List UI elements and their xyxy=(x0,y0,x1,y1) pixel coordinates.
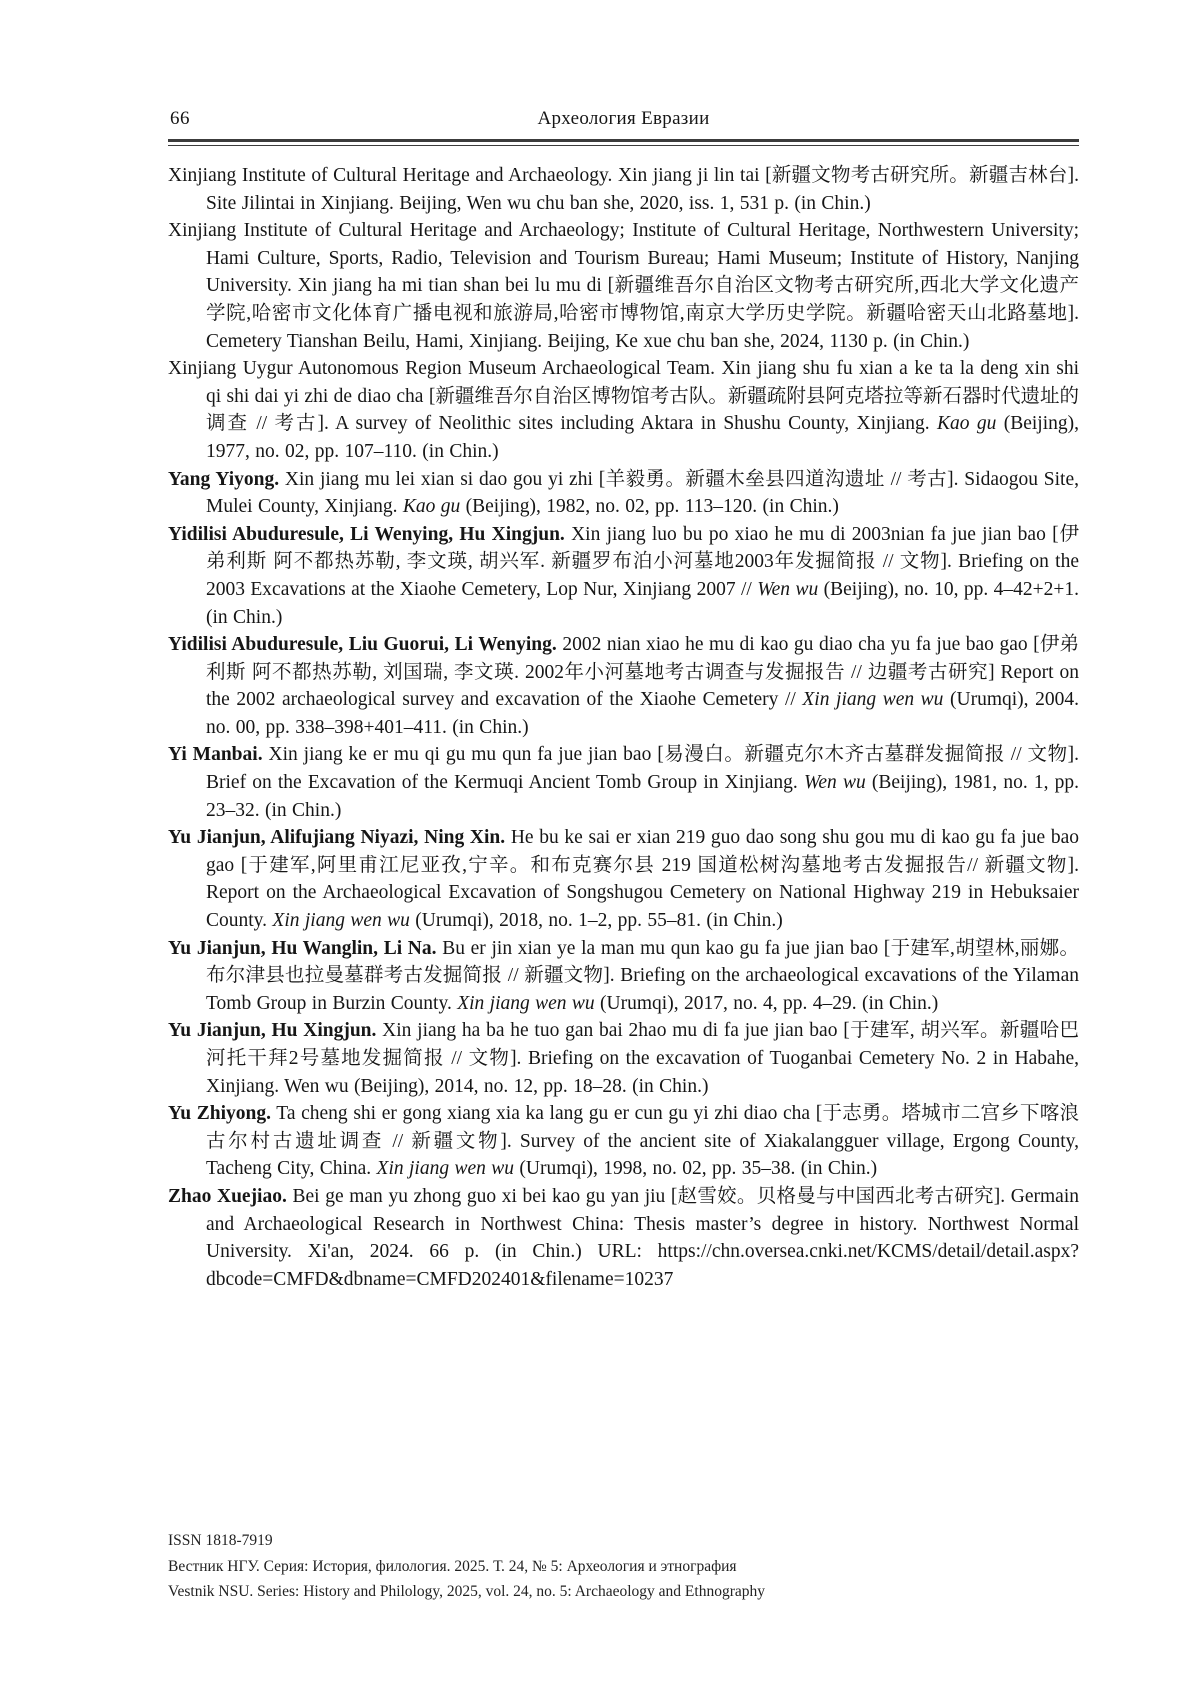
reference-text: Xinjiang Institute of Cultural Heritage and Archaeology; Institute of Cultural Heritage, Northwestern University; Hami Culture, Sports, Radio, Television and Tourism Bureau; Hami Museum; Institute of History, Nanjing University. Xin jiang ha mi tian shan bei lu mu di [新疆维吾尔自治区文物考古研究所,西北大学文化遗产学院,哈密市文化体育广播电视和旅游局,哈密市博物馆,南京大学历史学院。新疆哈密天山北路墓地]. Cemetery Tianshan Beilu, Hami, Xinjiang. Beijing, Ke xue chu ban she, 2024, 1130 p. (in Chin.) xyxy=(168,220,1079,352)
reference-authors: Yu Jianjun, Hu Xingjun. xyxy=(168,1020,377,1042)
reference-entry xyxy=(168,741,1079,824)
reference-text: He bu ke sai er xian 219 guo dao song shu gou mu di kao gu fa jue bao gao [于建军,阿里甫江尼亚孜,宁辛。和布克赛尔县 219 国道松树沟墓地考古发掘报告// 新疆文物]. Report on the Archaeological Excavation of Songshugou Cemetery on National Highway 219 in Hebuksaier County. xyxy=(206,827,1079,932)
reference-entry xyxy=(168,355,1079,465)
reference-text: Bei ge man yu zhong guo xi bei kao gu yan jiu [赵雪姣。贝格曼与中国西北考古研究]. Germain and Archaeological Research in Northwest China: Thesis master’s degree in history. Northwest Normal University. Xi'an, 2024. 66 p. (in Chin.) URL: https://chn.oversea.cnki.net/KCMS/detail/detail.aspx?dbcode=CMFD&dbname=CMFD202401&filename=10237 xyxy=(206,1185,1079,1290)
reference-authors: Yu Zhiyong. xyxy=(168,1103,272,1125)
reference-authors: Yang Yiyong. xyxy=(168,468,280,490)
reference-entry xyxy=(168,162,1079,217)
page-header xyxy=(168,108,1079,136)
journal-title: Xin jiang wen wu xyxy=(376,1158,515,1180)
reference-entry xyxy=(168,521,1079,631)
reference-text: Xin jiang ke er mu qi gu mu qun fa jue jian bao [易漫白。新疆克尔木齐古墓群发掘简报 // 文物]. Brief on the Excavation of the Kermuqi Ancient Tomb Group in Xinjiang. xyxy=(206,744,1079,794)
references-list xyxy=(168,162,1079,1293)
reference-text: (Urumqi), 2017, no. 4, pp. 4–29. (in Chin.) xyxy=(594,992,939,1014)
reference-authors: Zhao Xuejiao. xyxy=(168,1185,287,1207)
reference-entry xyxy=(168,1183,1079,1293)
journal-title: Kao gu xyxy=(936,413,997,435)
document-page xyxy=(168,0,1079,1697)
reference-text: (Beijing), 1981, no. 1, pp. 23–32. (in Chin.) xyxy=(206,772,1080,821)
footer-line-ru: Вестник НГУ. Серия: История, филология. 2025. Т. 24, № 5: Археология и этнография xyxy=(168,1557,737,1575)
reference-text: Xinjiang Institute of Cultural Heritage and Archaeology. Xin jiang ji lin tai [新疆文物考古研究所。新疆吉林台]. Site Jilintai in Xinjiang. Beijing, Wen wu chu ban she, 2020, iss. 1, 531 p. (in Chin.) xyxy=(168,165,1079,214)
journal-title: Xin jiang wen wu xyxy=(802,689,944,711)
reference-text: Xinjiang Uygur Autonomous Region Museum Archaeological Team. Xin jiang shu fu xian a ke ta la deng xin shi qi shi dai yi zhi de diao cha [新疆维吾尔自治区博物馆考古队。新疆疏附县阿克塔拉等新石器时代遗址的调查 // 考古]. A survey of Neolithic sites including Aktara in Shushu County, Xinjiang. xyxy=(168,358,1079,435)
reference-entry xyxy=(168,217,1079,355)
journal-title: Wen wu xyxy=(757,578,819,600)
reference-text: Xin jiang luo bu po xiao he mu di 2003nian fa jue jian bao [伊弟利斯 阿不都热苏勒, 李文瑛, 胡兴军. 新疆罗布泊小河墓地2003年发掘简报 // 文物]. Briefing on the 2003 Excavations at the Xiaohe Cemetery, Lop Nur, Xinjiang 2007 // xyxy=(206,523,1080,600)
page-footer xyxy=(168,1528,1079,1605)
header-rule xyxy=(168,139,1079,146)
reference-authors: Yi Manbai. xyxy=(168,744,263,766)
reference-text: (Beijing), 1977, no. 02, pp. 107–110. (in Chin.) xyxy=(206,413,1079,462)
reference-authors: Yidilisi Abuduresule, Liu Guorui, Li Wenying. xyxy=(168,634,557,656)
footer-issn: ISSN 1818-7919 xyxy=(168,1532,273,1549)
journal-title: Xin jiang wen wu xyxy=(457,992,595,1014)
reference-text: Ta cheng shi er gong xiang xia ka lang gu er cun gu yi zhi diao cha [于志勇。塔城市二宫乡下喀浪古尔村古遗址调查 // 新疆文物]. Survey of the ancient site of Xiakalangguer village, Ergong County, Tacheng City, China. xyxy=(206,1103,1079,1180)
page-number: 66 xyxy=(170,108,190,129)
journal-title: Wen wu xyxy=(803,772,866,794)
reference-entry xyxy=(168,1017,1079,1100)
reference-text: (Urumqi), 2004. no. 00, pp. 338–398+401–411. (in Chin.) xyxy=(206,689,1079,738)
reference-text: Xin jiang mu lei xian si dao gou yi zhi [羊毅勇。新疆木垒县四道沟遗址 // 考古]. Sidaogou Site, Mulei County, Xinjiang. xyxy=(206,468,1079,518)
reference-text: 2002 nian xiao he mu di kao gu diao cha yu fa jue bao gao [伊弟利斯 阿不都热苏勒, 刘国瑞, 李文瑛. 2002年小河墓地考古调查与发掘报告 // 边疆考古研究] Report on the 2002 archaeological survey and excavation of the Xiaohe Cemetery // xyxy=(206,634,1079,711)
reference-authors: Yu Jianjun, Hu Wanglin, Li Na. xyxy=(168,937,437,959)
reference-text: (Urumqi), 1998, no. 02, pp. 35–38. (in Chin.) xyxy=(514,1158,878,1180)
reference-authors: Yu Jianjun, Alifujiang Niyazi, Ning Xin. xyxy=(168,827,506,849)
reference-entry xyxy=(168,935,1079,1018)
running-title: Археология Евразии xyxy=(537,108,710,129)
reference-entry xyxy=(168,824,1079,934)
reference-text: (Urumqi), 2018, no. 1–2, pp. 55–81. (in Chin.) xyxy=(409,910,783,932)
reference-text: (Beijing), no. 10, pp. 4–42+2+1. (in Chin.) xyxy=(206,578,1079,628)
reference-entry xyxy=(168,466,1079,521)
reference-authors: Yidilisi Abuduresule, Li Wenying, Hu Xingjun. xyxy=(168,523,565,545)
reference-entry xyxy=(168,1100,1079,1183)
journal-title: Kao gu xyxy=(402,496,461,518)
journal-title: Xin jiang wen wu xyxy=(272,910,410,932)
reference-text: Xin jiang ha ba he tuo gan bai 2hao mu di fa jue jian bao [于建军, 胡兴军。新疆哈巴河托干拜2号墓地发掘简报 // 文物]. Briefing on the excavation of Tuoganbai Cemetery No. 2 in Habahe, Xinjiang. Wen wu (Beijing), 2014, no. 12, pp. 18–28. (in Chin.) xyxy=(206,1020,1080,1097)
reference-text: Bu er jin xian ye la man mu qun kao gu fa jue jian bao [于建军,胡望林,丽娜。布尔津县也拉曼墓群考古发掘简报 // 新疆文物]. Briefing on the archaeological excavations of the Yilaman Tomb Group in Burzin County. xyxy=(206,937,1079,1014)
reference-entry xyxy=(168,631,1079,741)
reference-text: (Beijing), 1982, no. 02, pp. 113–120. (in Chin.) xyxy=(460,496,839,518)
footer-line-en: Vestnik NSU. Series: History and Philology, 2025, vol. 24, no. 5: Archaeology and Ethnography xyxy=(168,1583,765,1600)
